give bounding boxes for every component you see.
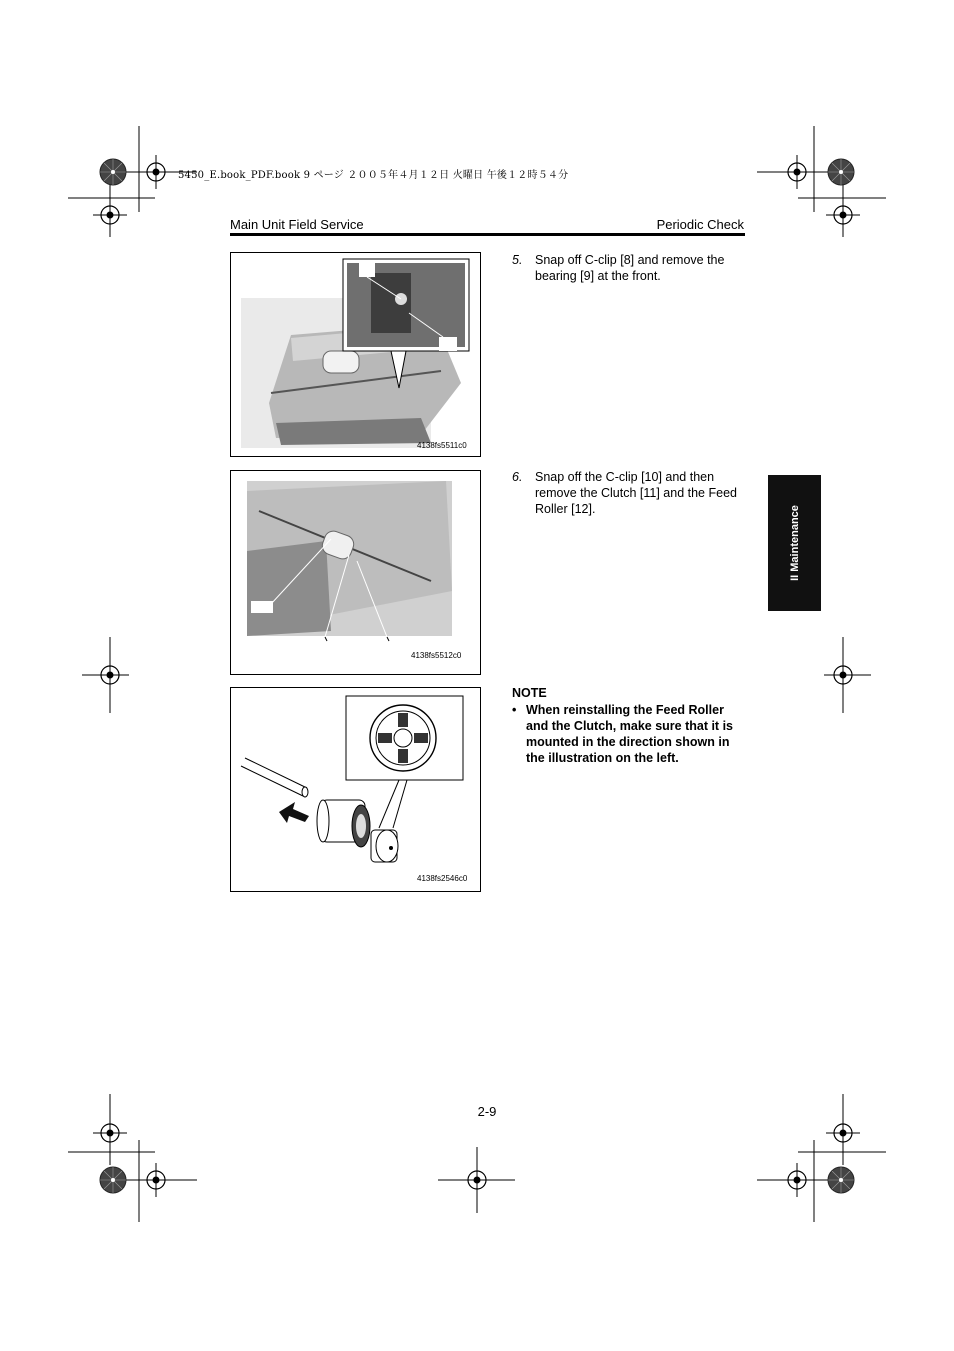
figure-1-caption: 4138fs5511c0	[417, 441, 467, 450]
figure-1-photo	[231, 253, 480, 456]
figure-3-caption: 4138fs2546c0	[417, 874, 468, 883]
note-title: NOTE	[512, 686, 547, 700]
step-6-number: 6.	[512, 470, 523, 484]
figure-2-caption: 4138fs5512c0	[411, 651, 462, 660]
figure-3-illustration	[231, 688, 480, 891]
step-5-number: 5.	[512, 253, 523, 267]
note-bullet: •	[512, 703, 517, 717]
page-number: 2-9	[477, 1104, 497, 1119]
chapter-side-tab	[768, 475, 821, 611]
step-5	[512, 252, 748, 284]
step-5-text: Snap off C-clip [8] and remove the bearing [9] at the front.	[535, 253, 725, 283]
figure-1	[230, 252, 481, 457]
figure-2	[230, 470, 481, 675]
step-6	[512, 469, 748, 517]
header-chapter-title: Periodic Check	[656, 217, 744, 232]
note-text: When reinstalling the Feed Roller and the Clutch, make sure that it is mounted in the direction shown in the illustration on the left.	[526, 703, 733, 765]
note-item	[512, 702, 748, 766]
header-section-title: Main Unit Field Service	[230, 217, 364, 232]
chapter-side-tab-label: II Maintenance	[788, 505, 801, 581]
figure-3	[230, 687, 481, 892]
print-info-line: 5450_E.book_PDF.book 9 ページ ２００５年４月１２日 火曜日 午後１２時５４分	[178, 170, 569, 181]
header-rule	[230, 233, 745, 236]
figure-2-photo	[231, 471, 480, 674]
step-6-text: Snap off the C-clip [10] and then remove the Clutch [11] and the Feed Roller [12].	[535, 470, 737, 516]
